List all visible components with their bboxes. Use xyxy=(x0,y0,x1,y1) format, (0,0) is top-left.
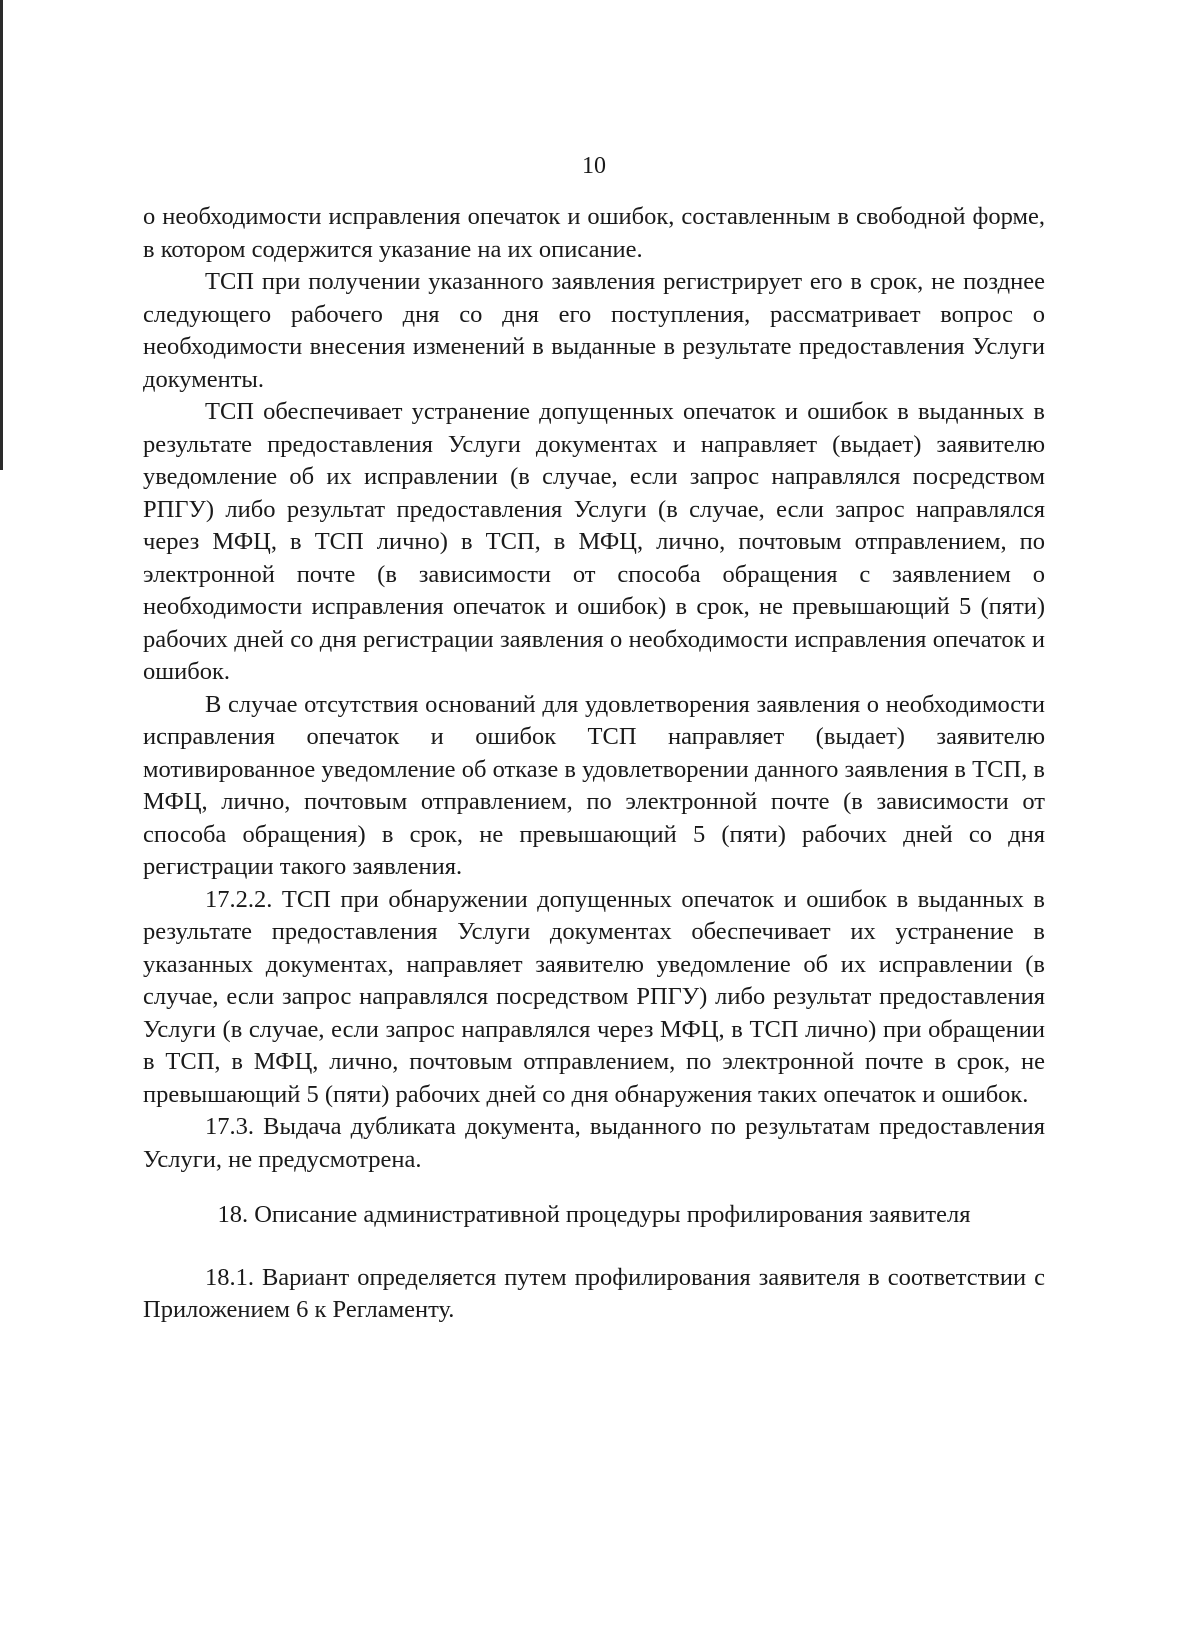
paragraph-correction: ТСП обеспечивает устранение допущенных опечаток и ошибок в выданных в результате предоставления Услуги документах и направляет (выдает) заявителю уведомление об их исправлении (в случае, если запрос направлялся посредством РПГУ) либо результат предоставления Услуги (в случае, если запрос направлялся через МФЦ, в ТСП лично) в ТСП, в МФЦ, лично, почтовым отправлением, по электронной почте (в зависимости от способа обращения с заявлением о необходимости исправления опечаток и ошибок) в срок, не превышающий 5 (пяти) рабочих дней со дня регистрации заявления о необходимости исправления опечаток и ошибок. xyxy=(143,398,1045,685)
document-body xyxy=(143,201,1045,1327)
section-heading-18: 18. Описание административной процедуры профилирования заявителя xyxy=(217,1201,971,1228)
page-number: 10 xyxy=(582,153,606,179)
paragraph-17-3: 17.3. Выдача дубликата документа, выданного по результатам предоставления Услуги, не предусмотрена. xyxy=(143,1113,1045,1173)
paragraph-continuation: о необходимости исправления опечаток и ошибок, составленным в свободной форме, в котором содержится указание на их описание. xyxy=(143,203,1045,263)
paragraph-registration: ТСП при получении указанного заявления регистрирует его в срок, не позднее следующего рабочего дня со дня его поступления, рассматривает вопрос о необходимости внесения изменений в выданные в результате предоставления Услуги документы. xyxy=(143,268,1045,393)
paragraph-refusal: В случае отсутствия оснований для удовлетворения заявления о необходимости исправления опечаток и ошибок ТСП направляет (выдает) заявителю мотивированное уведомление об отказе в удовлетворении данного заявления в ТСП, в МФЦ, лично, почтовым отправлением, по электронной почте (в зависимости от способа обращения) в срок, не превышающий 5 (пяти) рабочих дней со дня регистрации такого заявления. xyxy=(143,690,1045,880)
paragraph-18-1: 18.1. Вариант определяется путем профилирования заявителя в соответствии с Приложением 6 к Регламенту. xyxy=(143,1263,1045,1323)
scan-edge-line xyxy=(0,0,3,470)
paragraph-17-2-2: 17.2.2. ТСП при обнаружении допущенных опечаток и ошибок в выданных в результате предоставления Услуги документах обеспечивает их устранение в указанных документах, направляет заявителю уведомление об их исправлении (в случае, если запрос направлялся посредством РПГУ) либо результат предоставления Услуги (в случае, если запрос направлялся через МФЦ, в ТСП лично) при обращении в ТСП, в МФЦ, лично, почтовым отправлением, по электронной почте в срок, не превышающий 5 (пяти) рабочих дней со дня обнаружения таких опечаток и ошибок. xyxy=(143,885,1045,1108)
